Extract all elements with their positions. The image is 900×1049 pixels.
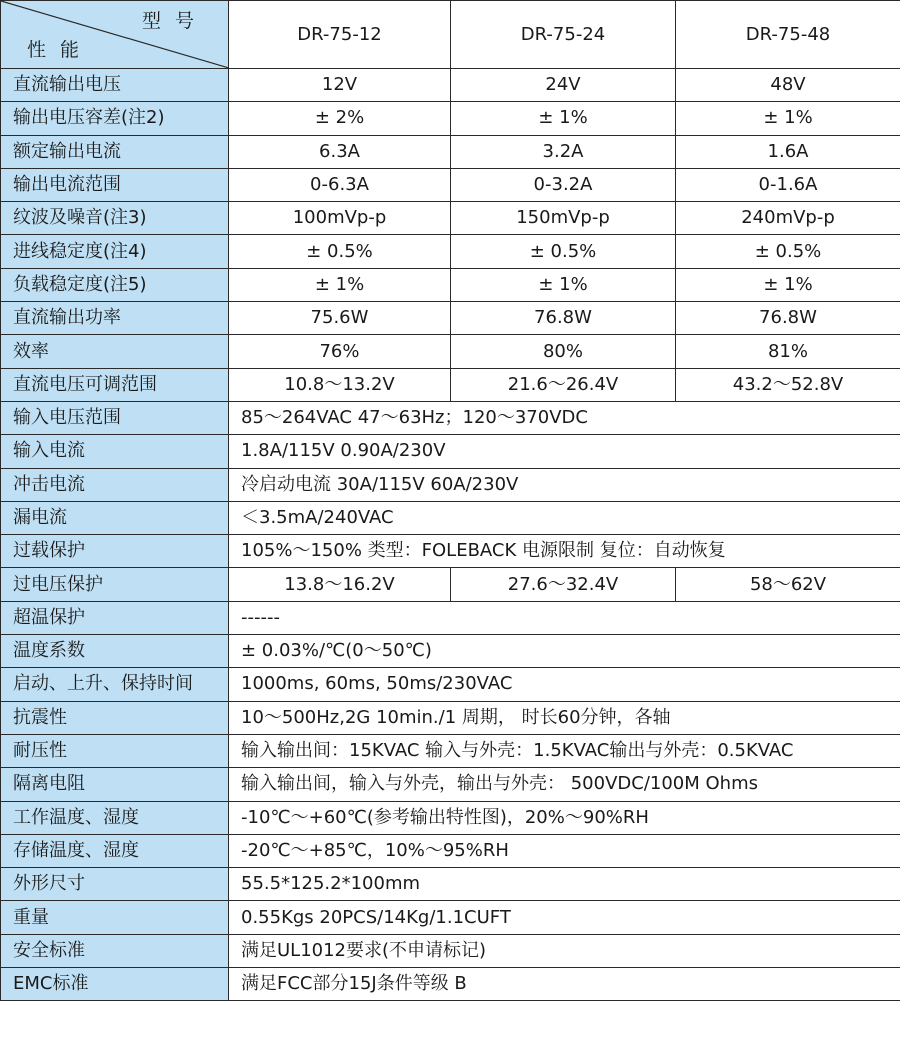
spec-row: [1, 135, 900, 168]
spec-value: -10℃～+60℃(参考输出特性图)，20%～90%RH: [229, 801, 900, 834]
spec-value: 27.6～32.4V: [451, 568, 676, 601]
spec-value: ± 1%: [451, 268, 676, 301]
spec-label: 漏电流: [1, 501, 229, 534]
spec-label: 存储温度、湿度: [1, 834, 229, 867]
spec-value: 满足UL1012要求(不申请标记): [229, 934, 900, 967]
spec-label: 纹波及噪音(注3): [1, 202, 229, 235]
spec-label: 额定输出电流: [1, 135, 229, 168]
spec-value: 58～62V: [676, 568, 900, 601]
spec-value: 240mVp-p: [676, 202, 900, 235]
spec-value: 85～264VAC 47～63Hz；120～370VDC: [229, 401, 900, 434]
spec-row: [1, 701, 900, 734]
spec-value: 100mVp-p: [229, 202, 451, 235]
spec-label: 耐压性: [1, 734, 229, 767]
spec-row: [1, 168, 900, 201]
spec-row: [1, 235, 900, 268]
spec-label: EMC标准: [1, 968, 229, 1001]
spec-label: 重量: [1, 901, 229, 934]
spec-value: 80%: [451, 335, 676, 368]
spec-value: 输入输出间：15KVAC 输入与外壳：1.5KVAC输出与外壳：0.5KVAC: [229, 734, 900, 767]
spec-row: [1, 401, 900, 434]
spec-row: [1, 635, 900, 668]
spec-value: 6.3A: [229, 135, 451, 168]
spec-row: [1, 868, 900, 901]
spec-value: 76.8W: [451, 302, 676, 335]
spec-row: [1, 768, 900, 801]
model-header: DR-75-12: [229, 1, 451, 69]
spec-value: ± 0.5%: [229, 235, 451, 268]
spec-label: 温度系数: [1, 635, 229, 668]
spec-row: [1, 668, 900, 701]
spec-row: [1, 69, 900, 102]
spec-label: 超温保护: [1, 601, 229, 634]
spec-row: [1, 302, 900, 335]
spec-row: [1, 901, 900, 934]
spec-value: 55.5*125.2*100mm: [229, 868, 900, 901]
spec-label: 输入电压范围: [1, 401, 229, 434]
spec-label: 输出电流范围: [1, 168, 229, 201]
spec-value: ------: [229, 601, 900, 634]
spec-value: 81%: [676, 335, 900, 368]
header-row: [1, 1, 900, 69]
spec-value: ± 0.5%: [676, 235, 900, 268]
model-header: DR-75-48: [676, 1, 900, 69]
spec-value: 0-3.2A: [451, 168, 676, 201]
corner-model-label: 型 号: [141, 10, 198, 32]
spec-label: 隔离电阻: [1, 768, 229, 801]
spec-value: -20℃～+85℃，10%～95%RH: [229, 834, 900, 867]
spec-row: [1, 535, 900, 568]
spec-value: 输入输出间，输入与外壳，输出与外壳： 500VDC/100M Ohms: [229, 768, 900, 801]
spec-value: ± 1%: [676, 268, 900, 301]
spec-value: 12V: [229, 69, 451, 102]
spec-value: ± 1%: [451, 102, 676, 135]
spec-row: [1, 202, 900, 235]
spec-value: 76%: [229, 335, 451, 368]
spec-value: 1.6A: [676, 135, 900, 168]
spec-row: [1, 468, 900, 501]
corner-cell: [1, 1, 229, 69]
spec-label: 过电压保护: [1, 568, 229, 601]
spec-row: [1, 601, 900, 634]
spec-value: 13.8～16.2V: [229, 568, 451, 601]
spec-value: 21.6～26.4V: [451, 368, 676, 401]
spec-value: 0-1.6A: [676, 168, 900, 201]
spec-value: 0.55Kgs 20PCS/14Kg/1.1CUFT: [229, 901, 900, 934]
spec-row: [1, 501, 900, 534]
spec-label: 进线稳定度(注4): [1, 235, 229, 268]
spec-label: 直流输出功率: [1, 302, 229, 335]
spec-label: 启动、上升、保持时间: [1, 668, 229, 701]
spec-row: [1, 934, 900, 967]
spec-label: 抗震性: [1, 701, 229, 734]
spec-value: 3.2A: [451, 135, 676, 168]
spec-value: 24V: [451, 69, 676, 102]
spec-value: 75.6W: [229, 302, 451, 335]
spec-label: 安全标准: [1, 934, 229, 967]
spec-value: ± 0.5%: [451, 235, 676, 268]
spec-value: 0-6.3A: [229, 168, 451, 201]
spec-value: 43.2～52.8V: [676, 368, 900, 401]
spec-value: ± 2%: [229, 102, 451, 135]
spec-value: ± 1%: [229, 268, 451, 301]
spec-value: ± 0.03%/℃(0～50℃): [229, 635, 900, 668]
spec-row: [1, 568, 900, 601]
spec-row: [1, 834, 900, 867]
model-header: DR-75-24: [451, 1, 676, 69]
spec-label: 冲击电流: [1, 468, 229, 501]
spec-row: [1, 435, 900, 468]
spec-row: [1, 268, 900, 301]
spec-value: 10.8～13.2V: [229, 368, 451, 401]
spec-value: 48V: [676, 69, 900, 102]
spec-label: 工作温度、湿度: [1, 801, 229, 834]
spec-value: 10～500Hz,2G 10min./1 周期， 时长60分钟，各轴: [229, 701, 900, 734]
spec-label: 直流输出电压: [1, 69, 229, 102]
spec-label: 效率: [1, 335, 229, 368]
spec-label: 外形尺寸: [1, 868, 229, 901]
spec-value: 76.8W: [676, 302, 900, 335]
spec-value: 105%～150% 类型：FOLEBACK 电源限制 复位：自动恢复: [229, 535, 900, 568]
spec-value: 冷启动电流 30A/115V 60A/230V: [229, 468, 900, 501]
spec-value: 150mVp-p: [451, 202, 676, 235]
spec-value: 满足FCC部分15J条件等级 B: [229, 968, 900, 1001]
spec-label: 输入电流: [1, 435, 229, 468]
spec-row: [1, 801, 900, 834]
spec-label: 过载保护: [1, 535, 229, 568]
spec-label: 负载稳定度(注5): [1, 268, 229, 301]
spec-label: 输出电压容差(注2): [1, 102, 229, 135]
spec-row: [1, 368, 900, 401]
spec-row: [1, 102, 900, 135]
corner-spec-label: 性 能: [27, 39, 84, 61]
spec-row: [1, 968, 900, 1001]
spec-value: 1.8A/115V 0.90A/230V: [229, 435, 900, 468]
spec-value: 1000ms, 60ms, 50ms/230VAC: [229, 668, 900, 701]
spec-value: ± 1%: [676, 102, 900, 135]
spec-value: ＜3.5mA/240VAC: [229, 501, 900, 534]
spec-label: 直流电压可调范围: [1, 368, 229, 401]
spec-row: [1, 335, 900, 368]
spec-row: [1, 734, 900, 767]
